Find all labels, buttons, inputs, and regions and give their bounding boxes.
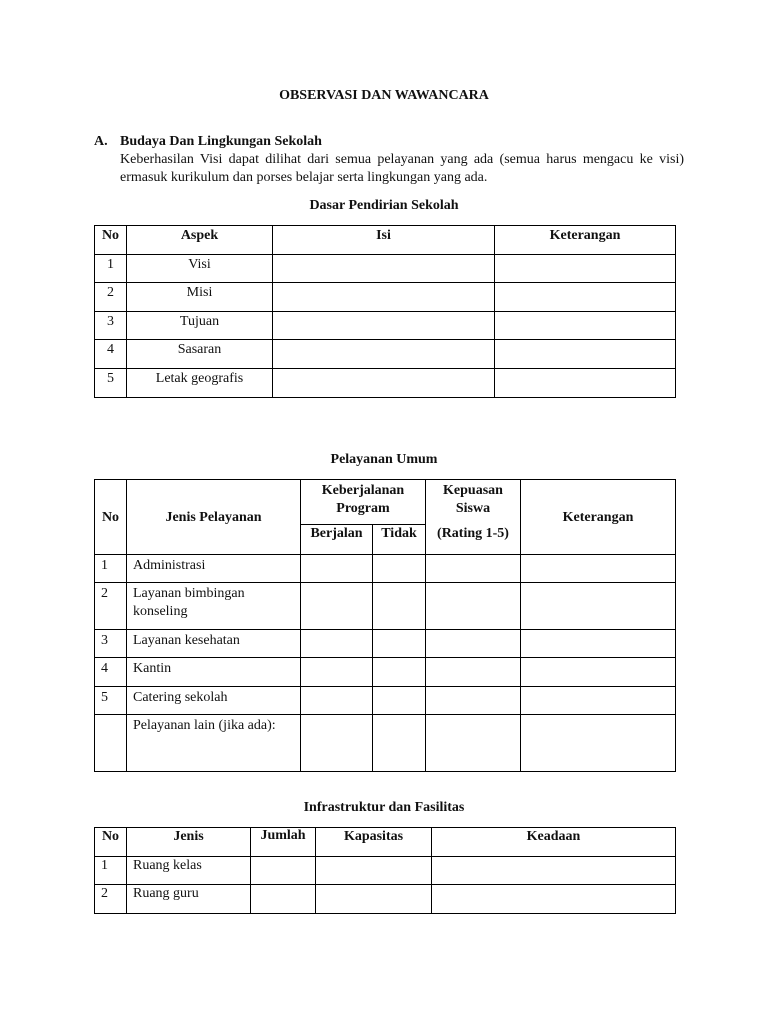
table-row [95, 283, 676, 312]
cell-tidak[interactable] [373, 658, 426, 687]
table-row [95, 340, 676, 369]
cell-no: 4 [95, 658, 127, 687]
cell-keadaan[interactable] [432, 856, 676, 885]
cell-keterangan[interactable] [521, 583, 676, 630]
cell-jenis: Catering sekolah [127, 687, 301, 715]
table2-caption: Pelayanan Umum [330, 452, 438, 467]
col-header-berjalan: Berjalan [301, 525, 373, 555]
col-header-jumlah: Jumlah [251, 828, 316, 857]
col-header-kapasitas: Kapasitas [316, 828, 432, 857]
cell-isi[interactable] [273, 283, 495, 312]
cell-tidak[interactable] [373, 583, 426, 630]
cell-keterangan[interactable] [521, 658, 676, 687]
table-dasar-pendirian [94, 225, 676, 398]
col-header-keadaan: Keadaan [432, 828, 676, 857]
cell-kapasitas[interactable] [316, 856, 432, 885]
cell-aspek: Visi [127, 254, 273, 283]
cell-no: 4 [95, 340, 127, 369]
col-header-no: No [95, 226, 127, 255]
cell-no: 3 [95, 630, 127, 658]
table1-caption: Dasar Pendirian Sekolah [309, 198, 459, 213]
cell-no: 2 [95, 283, 127, 312]
section-a-heading: Budaya Dan Lingkungan Sekolah [120, 134, 322, 149]
col-header-keterangan: Keterangan [495, 226, 676, 255]
cell-berjalan[interactable] [301, 583, 373, 630]
cell-jenis: Pelayanan lain (jika ada): [127, 715, 301, 772]
table-row [95, 687, 676, 715]
cell-tidak[interactable] [373, 555, 426, 583]
cell-tidak[interactable] [373, 630, 426, 658]
col-header-keberjalanan-program: Keberjalanan Program [301, 480, 426, 525]
table-header-row [95, 226, 676, 255]
cell-keterangan[interactable] [521, 715, 676, 772]
table-header-row [95, 828, 676, 857]
section-a [94, 133, 684, 187]
col-header-keterangan: Keterangan [521, 480, 676, 555]
table-pelayanan-umum [94, 479, 676, 772]
table-header-row [95, 480, 676, 525]
cell-no: 5 [95, 368, 127, 397]
cell-jenis: Kantin [127, 658, 301, 687]
table-row [95, 885, 676, 914]
cell-isi[interactable] [273, 311, 495, 340]
cell-keadaan[interactable] [432, 885, 676, 914]
cell-keterangan[interactable] [495, 368, 676, 397]
cell-isi[interactable] [273, 368, 495, 397]
col-header-rating: (Rating 1-5) [426, 525, 521, 555]
cell-no: 1 [95, 254, 127, 283]
cell-rating[interactable] [426, 555, 521, 583]
table-row [95, 254, 676, 283]
col-header-jenis: Jenis [127, 828, 251, 857]
cell-berjalan[interactable] [301, 687, 373, 715]
section-a-letter: A. [94, 134, 108, 149]
cell-no: 1 [95, 856, 127, 885]
cell-jenis: Layanan kesehatan [127, 630, 301, 658]
table-infrastruktur [94, 827, 676, 914]
cell-aspek: Misi [127, 283, 273, 312]
document-title: OBSERVASI DAN WAWANCARA [279, 88, 489, 103]
cell-tidak[interactable] [373, 687, 426, 715]
cell-jenis: Ruang kelas [127, 856, 251, 885]
cell-aspek: Letak geografis [127, 368, 273, 397]
cell-keterangan[interactable] [521, 687, 676, 715]
cell-rating[interactable] [426, 658, 521, 687]
cell-isi[interactable] [273, 254, 495, 283]
col-header-isi: Isi [273, 226, 495, 255]
cell-jumlah[interactable] [251, 856, 316, 885]
cell-no: 5 [95, 687, 127, 715]
cell-jumlah[interactable] [251, 885, 316, 914]
cell-keterangan[interactable] [495, 283, 676, 312]
cell-keterangan[interactable] [521, 630, 676, 658]
cell-aspek: Tujuan [127, 311, 273, 340]
col-header-jenis-pelayanan: Jenis Pelayanan [127, 480, 301, 555]
table-row [95, 856, 676, 885]
cell-no: 2 [95, 885, 127, 914]
cell-rating[interactable] [426, 687, 521, 715]
cell-jenis: Administrasi [127, 555, 301, 583]
cell-aspek: Sasaran [127, 340, 273, 369]
col-header-aspek: Aspek [127, 226, 273, 255]
cell-isi[interactable] [273, 340, 495, 369]
cell-no: 2 [95, 583, 127, 630]
cell-berjalan[interactable] [301, 715, 373, 772]
cell-kapasitas[interactable] [316, 885, 432, 914]
table-row [95, 583, 676, 630]
col-header-no: No [95, 480, 127, 555]
cell-no [95, 715, 127, 772]
table-row [95, 715, 676, 772]
cell-no: 3 [95, 311, 127, 340]
cell-jenis: Ruang guru [127, 885, 251, 914]
col-header-kepuasan-siswa: Kepuasan Siswa [426, 480, 521, 525]
cell-jenis: Layanan bimbingan konseling [127, 583, 301, 630]
cell-berjalan[interactable] [301, 555, 373, 583]
cell-keterangan[interactable] [495, 254, 676, 283]
cell-no: 1 [95, 555, 127, 583]
cell-berjalan[interactable] [301, 630, 373, 658]
col-header-tidak: Tidak [373, 525, 426, 555]
col-header-no: No [95, 828, 127, 857]
section-a-paragraph: Keberhasilan Visi dapat dilihat dari semua pelayanan yang ada (semua harus mengacu ke visi) ermasuk kurikulum dan porses belajar serta lingkungan yang ada. [120, 152, 684, 185]
cell-rating[interactable] [426, 715, 521, 772]
cell-keterangan[interactable] [521, 555, 676, 583]
table-row [95, 658, 676, 687]
cell-rating[interactable] [426, 583, 521, 630]
cell-tidak[interactable] [373, 715, 426, 772]
table3-caption: Infrastruktur dan Fasilitas [303, 800, 465, 815]
cell-keterangan[interactable] [495, 340, 676, 369]
cell-keterangan[interactable] [495, 311, 676, 340]
table-row [95, 555, 676, 583]
cell-berjalan[interactable] [301, 658, 373, 687]
cell-rating[interactable] [426, 630, 521, 658]
table-row [95, 311, 676, 340]
table-row [95, 368, 676, 397]
table-row [95, 630, 676, 658]
